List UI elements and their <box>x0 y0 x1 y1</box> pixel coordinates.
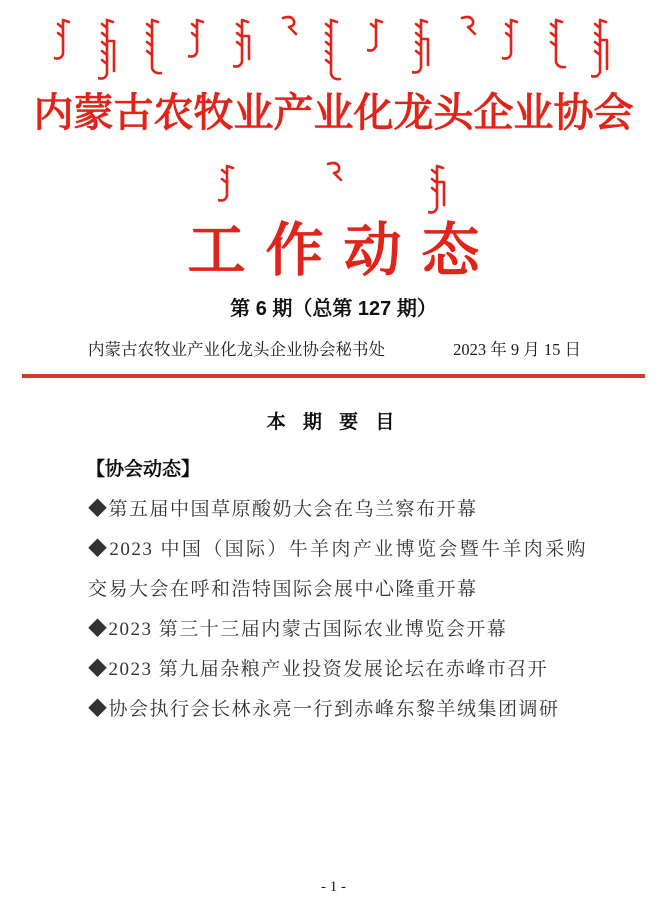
mongolian-script-row-top <box>54 13 614 87</box>
mongolian-word-glyph <box>428 159 450 217</box>
mongolian-word-glyph <box>54 13 76 63</box>
mongolian-word-glyph <box>218 159 240 205</box>
mongolian-word-glyph <box>188 13 210 61</box>
issue-number-line: 第 6 期（总第 127 期） <box>230 298 437 320</box>
publisher-date-line <box>88 339 581 361</box>
mongolian-word-glyph <box>322 13 344 83</box>
mongolian-word-glyph <box>278 13 300 39</box>
mongolian-word-glyph <box>143 13 165 77</box>
mongolian-word-glyph <box>591 13 613 81</box>
mongolian-word-glyph <box>367 13 389 55</box>
mongolian-word-glyph <box>233 13 255 71</box>
publish-date: 2023 年 9 月 15 日 <box>453 340 581 359</box>
association-name-title: 内蒙古农牧业产业化龙头企业协会 <box>33 91 634 135</box>
toc-item: ◆2023 中国（国际）牛羊肉产业博览会暨牛羊肉采购交易大会在呼和浩特国际会展中心隆重开幕 <box>88 539 587 600</box>
mongolian-word-glyph <box>547 13 569 71</box>
masthead-divider-rule <box>22 374 645 378</box>
toc-item: ◆协会执行会长林永亮一行到赤峰东黎羊绒集团调研 <box>88 699 560 720</box>
toc-list <box>88 490 587 730</box>
page-number: - 1 - <box>321 879 346 895</box>
mongolian-word-glyph <box>412 13 434 77</box>
toc-item: ◆第五届中国草原酸奶大会在乌兰察布开幕 <box>88 499 478 520</box>
mongolian-word-glyph <box>457 13 479 43</box>
bulletin-title: 工作动态 <box>187 218 500 283</box>
publisher-name: 内蒙古农牧业产业化龙头企业协会秘书处 <box>88 340 385 359</box>
toc-section-label: 【协会动态】 <box>86 459 201 480</box>
toc-heading: 本 期 要 目 <box>266 412 401 433</box>
mongolian-script-row-subtitle <box>218 159 450 217</box>
toc-item: ◆2023 第九届杂粮产业投资发展论坛在赤峰市召开 <box>88 659 549 680</box>
mongolian-word-glyph <box>323 159 345 181</box>
toc-item: ◆2023 第三十三届内蒙古国际农业博览会开幕 <box>88 619 508 640</box>
mongolian-word-glyph <box>98 13 120 83</box>
mongolian-word-glyph <box>502 13 524 63</box>
